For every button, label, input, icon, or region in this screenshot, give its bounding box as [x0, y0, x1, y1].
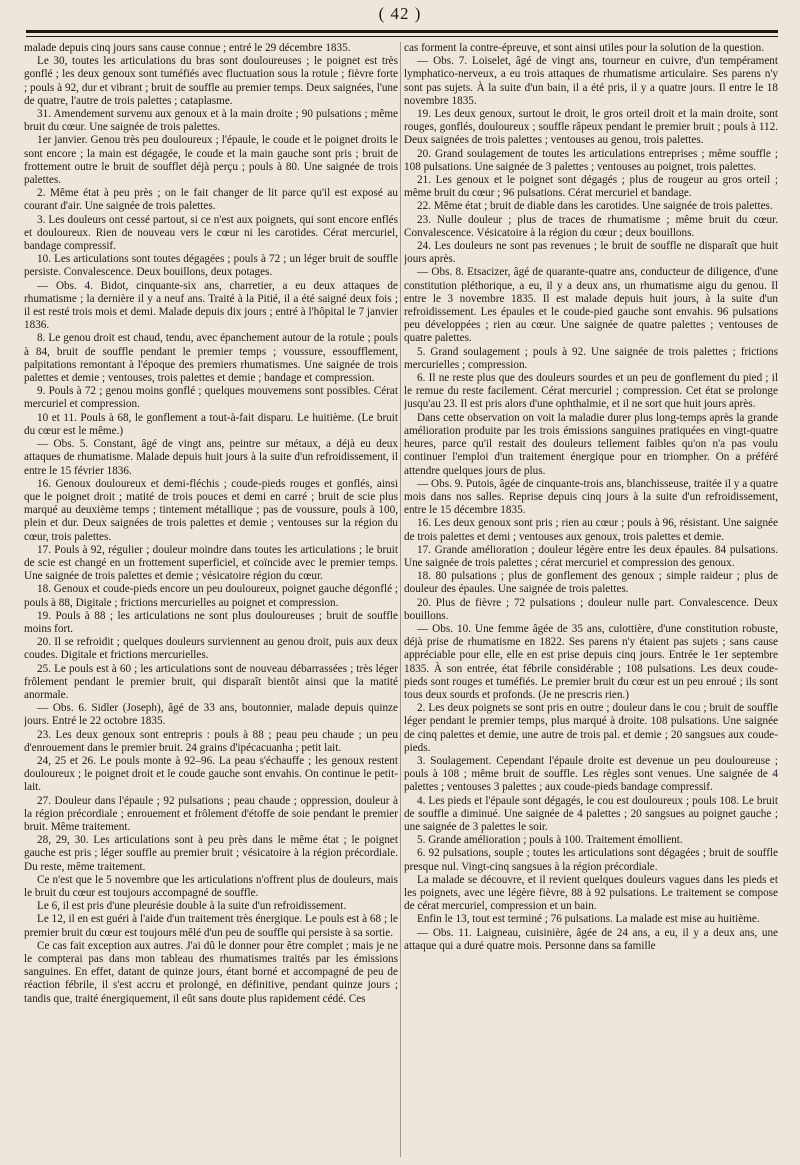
paragraph: 20. Plus de fièvre ; 72 pulsations ; douleur nulle part. Convalescence. Deux bouillons.: [404, 596, 778, 622]
paragraph: 3. Soulagement. Cependant l'épaule droite est devenue un peu douloureuse ; pouls à 108 ; même bruit de souffle. Les règles sont venues. Une saignée de 4 palettes ; ventouses 3 palettes ; aux coude-pieds bandage compressif.: [404, 754, 778, 794]
paragraph: — Obs. 8. Etsacizer, âgé de quarante-quatre ans, conducteur de diligence, d'une constitution pléthorique, a eu, il y a deux ans, un rhumatisme aigu du genou. Il entre le 3 novembre 1835. Il est malade depuis huit jours, à la suite d'un refroidissement. Les épaules et le coude-pied gauche sont envahis. 96 pulsations peu développées ; rien au cœur. Une saignée de quatre palettes ; ventouses de quatre palettes.: [404, 266, 778, 345]
paragraph: 3. Les douleurs ont cessé partout, si ce n'est aux poignets, qui sont encore enflés et douloureux. Rien de nouveau vers le cœur ni les carotides. Cérat mercuriel, bandage compressif.: [24, 213, 398, 253]
paragraph: — Obs. 10. Une femme âgée de 35 ans, culottière, d'une constitution robuste, déjà prise de rhumatisme en 1822. Ses parens n'y étaient pas sujets ; sans cause appréciable pour elle, elle en est prise depuis cinq jours. Entrée le 1er septembre 1835. À son entrée, état fébrile considérable ; 108 pulsations. Les deux coude-pieds sont rouges et tuméfiés. Le premier bruit du cœur est un peu enroué ; ils sont tous deux sourds et profonds. (Je ne prescris rien.): [404, 622, 778, 701]
paragraph: 21. Les genoux et le poignet sont dégagés ; plus de rougeur au gros orteil ; même bruit du cœur ; 96 pulsations. Cérat mercuriel et bandage.: [404, 174, 778, 200]
paragraph: Le 30, toutes les articulations du bras sont douloureuses ; le poignet est très gonflé ; les deux genoux sont tuméfiés avec fluctuation sous la rotule ; fièvre forte ; pouls à 92, dur et vibrant ; bruit de souffle au premier temps. Deux saignées, l'une de quatre, l'autre de trois palettes ; cataplasme.: [24, 55, 398, 107]
paragraph: Ce n'est que le 5 novembre que les articulations n'offrent plus de douleurs, mais le bruit du cœur est toujours accompagné de souffle.: [24, 873, 398, 899]
paragraph: Le 6, il est pris d'une pleurésie double à la suite d'un refroidissement.: [37, 900, 347, 913]
paragraph: 9. Pouls à 72 ; genou moins gonflé ; quelques mouvemens sont possibles. Cérat mercuriel et compression.: [24, 385, 398, 411]
paragraph: 10 et 11. Pouls à 68, le gonflement a tout-à-fait disparu. Le huitième. (Le bruit du cœur est le même.): [24, 411, 398, 437]
paragraph: 8. Le genou droit est chaud, tendu, avec épanchement autour de la rotule ; pouls à 84, bruit de souffle pendant le premier temps ; voussure, essoufflement, palpitations remontant à l'époque des premiers rhumatismes. Une saignée de trois palettes et demie ; ventouses, trois palettes et demie ; bandage et compression.: [24, 332, 398, 385]
paragraph: La malade se découvre, et il revient quelques douleurs vagues dans les pieds et les poignets, avec une légère fièvre, 88 à 92 pulsations. Le traitement se compose de cérat mercuriel, compression et un bain.: [404, 873, 778, 913]
paragraph: Dans cette observation on voit la maladie durer plus long-temps après la grande amélioration produite par les trois émissions sanguines pratiquées en vingt-quatre heures, parce qu'il restait des douleurs tellement faibles qu'on n'a pas voulu continuer l'emploi d'un traitement énergique pour en triompher. On a préféré attendre quelques jours de plus.: [404, 411, 778, 477]
paragraph: 10. Les articulations sont toutes dégagées ; pouls à 72 ; un léger bruit de souffle persiste. Convalescence. Deux bouillons, deux potages.: [24, 253, 398, 279]
header-rule-thick: [26, 30, 778, 33]
paragraph: 18. Genoux et coude-pieds encore un peu douloureux, poignet gauche dégonflé ; pouls à 88, Digitale ; frictions mercurielles au poignet et compression.: [24, 583, 398, 609]
paragraph: — Obs. 6. Sidler (Joseph), âgé de 33 ans, boutonnier, malade depuis quinze jours. Entré le 22 octobre 1835.: [24, 702, 398, 728]
paragraph: 20. Il se refroidit ; quelques douleurs surviennent au genou droit, puis aux deux coudes. Digitale et frictions mercurielles.: [24, 636, 398, 662]
paragraph: Le 12, il en est guéri à l'aide d'un traitement très énergique. Le pouls est à 68 ; le premier bruit du cœur est toujours mêlé d'un peu de souffle qui persiste à sa sortie.: [24, 913, 398, 939]
paragraph: 2. Les deux poignets se sont pris en outre ; douleur dans le cou ; bruit de souffle léger pendant le premier temps, plus marqué à droite. 108 pulsations. Une saignée de cinq palettes et demie, une autre de trois pal. et demie ; 20 sangsues aux coude-pieds.: [404, 702, 778, 754]
paragraph: — Obs. 4. Bidot, cinquante-six ans, charretier, a eu deux attaques de rhumatisme ; la dernière il y a neuf ans. Traité à la Pitié, il a été saigné deux fois ; il est resté trois mois et demi. Malade depuis dix jours ; entré à l'hôpital le 7 janvier 1836.: [24, 279, 398, 332]
paragraph: Enfin le 13, tout est terminé ; 76 pulsations. La malade est mise au huitième.: [417, 913, 760, 926]
paragraph: 5. Grande amélioration ; pouls à 100. Traitement émollient.: [417, 834, 683, 847]
paragraph: 16. Genoux douloureux et demi-fléchis ; coude-pieds rouges et gonflés, ainsi que le poignet droit ; matité de trois pouces et demi en carré ; bruit de scie plus marqué au deuxième temps ; tintement métallique ; pas de voussure, pouls à 100, plein et dur. Deux saignées de trois palettes et demie ; ventouses sur la région du cœur, trois palettes.: [24, 477, 398, 543]
page-number-header: ( 42 ): [378, 4, 422, 23]
paragraph: 18. 80 pulsations ; plus de gonflement des genoux ; simple raideur ; plus de douleur des épaules. Une saignée de trois palettes.: [404, 570, 778, 596]
paragraph: 28, 29, 30. Les articulations sont à peu près dans le même état ; le poignet gauche est pris ; léger souffle au premier bruit ; vésicatoire à la région précordiale. Du reste, même traitement.: [24, 834, 398, 873]
paragraph: 25. Le pouls est à 60 ; les articulations sont de nouveau débarrassées ; très léger frôlement pendant le premier bruit, qui disparaît bientôt ainsi que la matité anormale.: [24, 662, 398, 701]
paragraph: 16. Les deux genoux sont pris ; rien au cœur ; pouls à 96, résistant. Une saignée de trois palettes et demi ; ventouses aux genoux, trois palettes et demie.: [404, 517, 778, 543]
paragraph: 22. Même état ; bruit de diable dans les carotides. Une saignée de trois palettes.: [417, 200, 773, 213]
paragraph: Ce cas fait exception aux autres. J'ai dû le donner pour être complet ; mais je ne le compterai pas dans mon tableau des rhumatismes traités par les émissions sanguines. En effet, datant de quinze jours, étant borné et accompagné de peu de réaction fébrile, il s'est accru et prolongé, en définitive, pendant quinze jours ; tandis que, traité énergiquement, il eût sans doute plus rapidement cédé. Ces: [24, 939, 398, 1005]
right-text-column: [404, 42, 778, 1160]
paragraph: — Obs. 5. Constant, âgé de vingt ans, peintre sur métaux, a déjà eu deux attaques de rhumatisme. Malade depuis huit jours à la suite d'un refroidissement, il entre le 15 février 1836.: [24, 438, 398, 477]
left-text-column: [24, 42, 398, 1160]
paragraph: 24. Les douleurs ne sont pas revenues ; le bruit de souffle ne disparaît que huit jours après.: [404, 240, 778, 266]
paragraph: 27. Douleur dans l'épaule ; 92 pulsations ; peau chaude ; oppression, douleur à la région précordiale ; enrouement et frôlement d'étoffe de soie pendant le premier bruit. Même traitement.: [24, 794, 398, 833]
paragraph: — Obs. 7. Loiselet, âgé de vingt ans, tourneur en cuivre, d'un tempérament lymphatico-nerveux, a eu trois attaques de rhumatisme articulaire. Ses parens n'y sont pas sujets. À la suite d'un bain, il a été pris, il y a quatre jours. Il entre le 18 novembre 1835.: [404, 55, 778, 107]
paragraph: 2. Même état à peu près ; on le fait changer de lit parce qu'il est exposé au courant d'air. Une saignée de trois palettes.: [24, 187, 398, 213]
paragraph: 1er janvier. Genou très peu douloureux ; l'épaule, le coude et le poignet droits le sont encore ; la main est dégagée, le coude et la main gauche sont pris ; bruit de frottement outre le bruit de soufflet déjà perçu ; pouls à 80. Une saignée de trois palettes.: [24, 134, 398, 187]
column-divider: [400, 42, 401, 1157]
paragraph: 6. 92 pulsations, souple ; toutes les articulations sont dégagées ; bruit de souffle presque nul. Vingt-cinq sangsues à la région précordiale.: [404, 847, 778, 873]
paragraph: — Obs. 11. Laigneau, cuisinière, âgée de 24 ans, a eu, il y a deux ans, une attaque qui a duré quatre mois. Personne dans sa famille: [404, 926, 778, 952]
paragraph: — Obs. 9. Putois, âgée de cinquante-trois ans, blanchisseuse, traitée il y a quatre mois dans nos salles. Reprise depuis cinq jours à la suite d'un refroidissement, entre le 15 décembre 1835.: [404, 477, 778, 517]
paragraph: 17. Grande amélioration ; douleur légère entre les deux épaules. 84 pulsations. Une saignée de trois palettes ; cérat mercuriel et compression des genoux.: [404, 543, 778, 569]
paragraph: 23. Les deux genoux sont entrepris : pouls à 88 ; peau peu chaude ; un peu d'enrouement dans le premier bruit. 24 grains d'ipécacuanha ; petit lait.: [24, 728, 398, 754]
header-rule-thin: [26, 36, 778, 37]
paragraph: cas forment la contre-épreuve, et sont ainsi utiles pour la solution de la question.: [404, 42, 765, 54]
paragraph: 23. Nulle douleur ; plus de traces de rhumatisme ; même bruit du cœur. Convalescence. Vésicatoire à la région du cœur ; deux bouillons.: [404, 213, 778, 239]
paragraph: 19. Les deux genoux, surtout le droit, le gros orteil droit et la main droite, sont rouges, gonflés, douloureux ; souffle râpeux pendant le premier bruit ; pouls à 112. Deux saignées de trois palettes ; ventouses au genou, trois palettes.: [404, 108, 778, 147]
paragraph: 17. Pouls à 92, régulier ; douleur moindre dans toutes les articulations ; le bruit de scie est changé en un frottement superficiel, et coïncide avec le premier temps. Une saignée de trois palettes et demie ; vésicatoire région du cœur.: [24, 543, 398, 583]
paragraph: 6. Il ne reste plus que des douleurs sourdes et un peu de gonflement du pied ; il le remue du reste facilement. Cérat mercuriel ; compression. Cet état se prolonge jusqu'au 23. Il est pris alors d'une ophthalmie, et il ne sort que huit jours après.: [404, 372, 778, 411]
paragraph: 19. Pouls à 88 ; les articulations ne sont plus douloureuses ; bruit de souffle moins fort.: [24, 609, 398, 635]
paragraph: malade depuis cinq jours sans cause connue ; entré le 29 décembre 1835.: [24, 42, 351, 54]
paragraph: 4. Les pieds et l'épaule sont dégagés, le cou est douloureux ; pouls 108. Le bruit de souffle a diminué. Une saignée de 4 palettes ; 20 sangsues au poignet gauche ; une saignée de 3 palettes le soir.: [404, 794, 778, 833]
paragraph: 20. Grand soulagement de toutes les articulations entreprises ; même souffle ; 108 pulsations. Une saignée de 3 palettes ; ventouses au poignet, trois palettes.: [404, 147, 778, 173]
paragraph: 24, 25 et 26. Le pouls monte à 92–96. La peau s'échauffe ; les genoux restent douloureux ; le poignet droit et le coude gauche sont envahis. On continue le petit-lait.: [24, 754, 398, 794]
paragraph: 5. Grand soulagement ; pouls à 92. Une saignée de trois palettes ; frictions mercurielles ; compression.: [404, 345, 778, 371]
paragraph: 31. Amendement survenu aux genoux et à la main droite ; 90 pulsations ; même bruit du cœur. Une saignée de trois palettes.: [24, 108, 398, 134]
